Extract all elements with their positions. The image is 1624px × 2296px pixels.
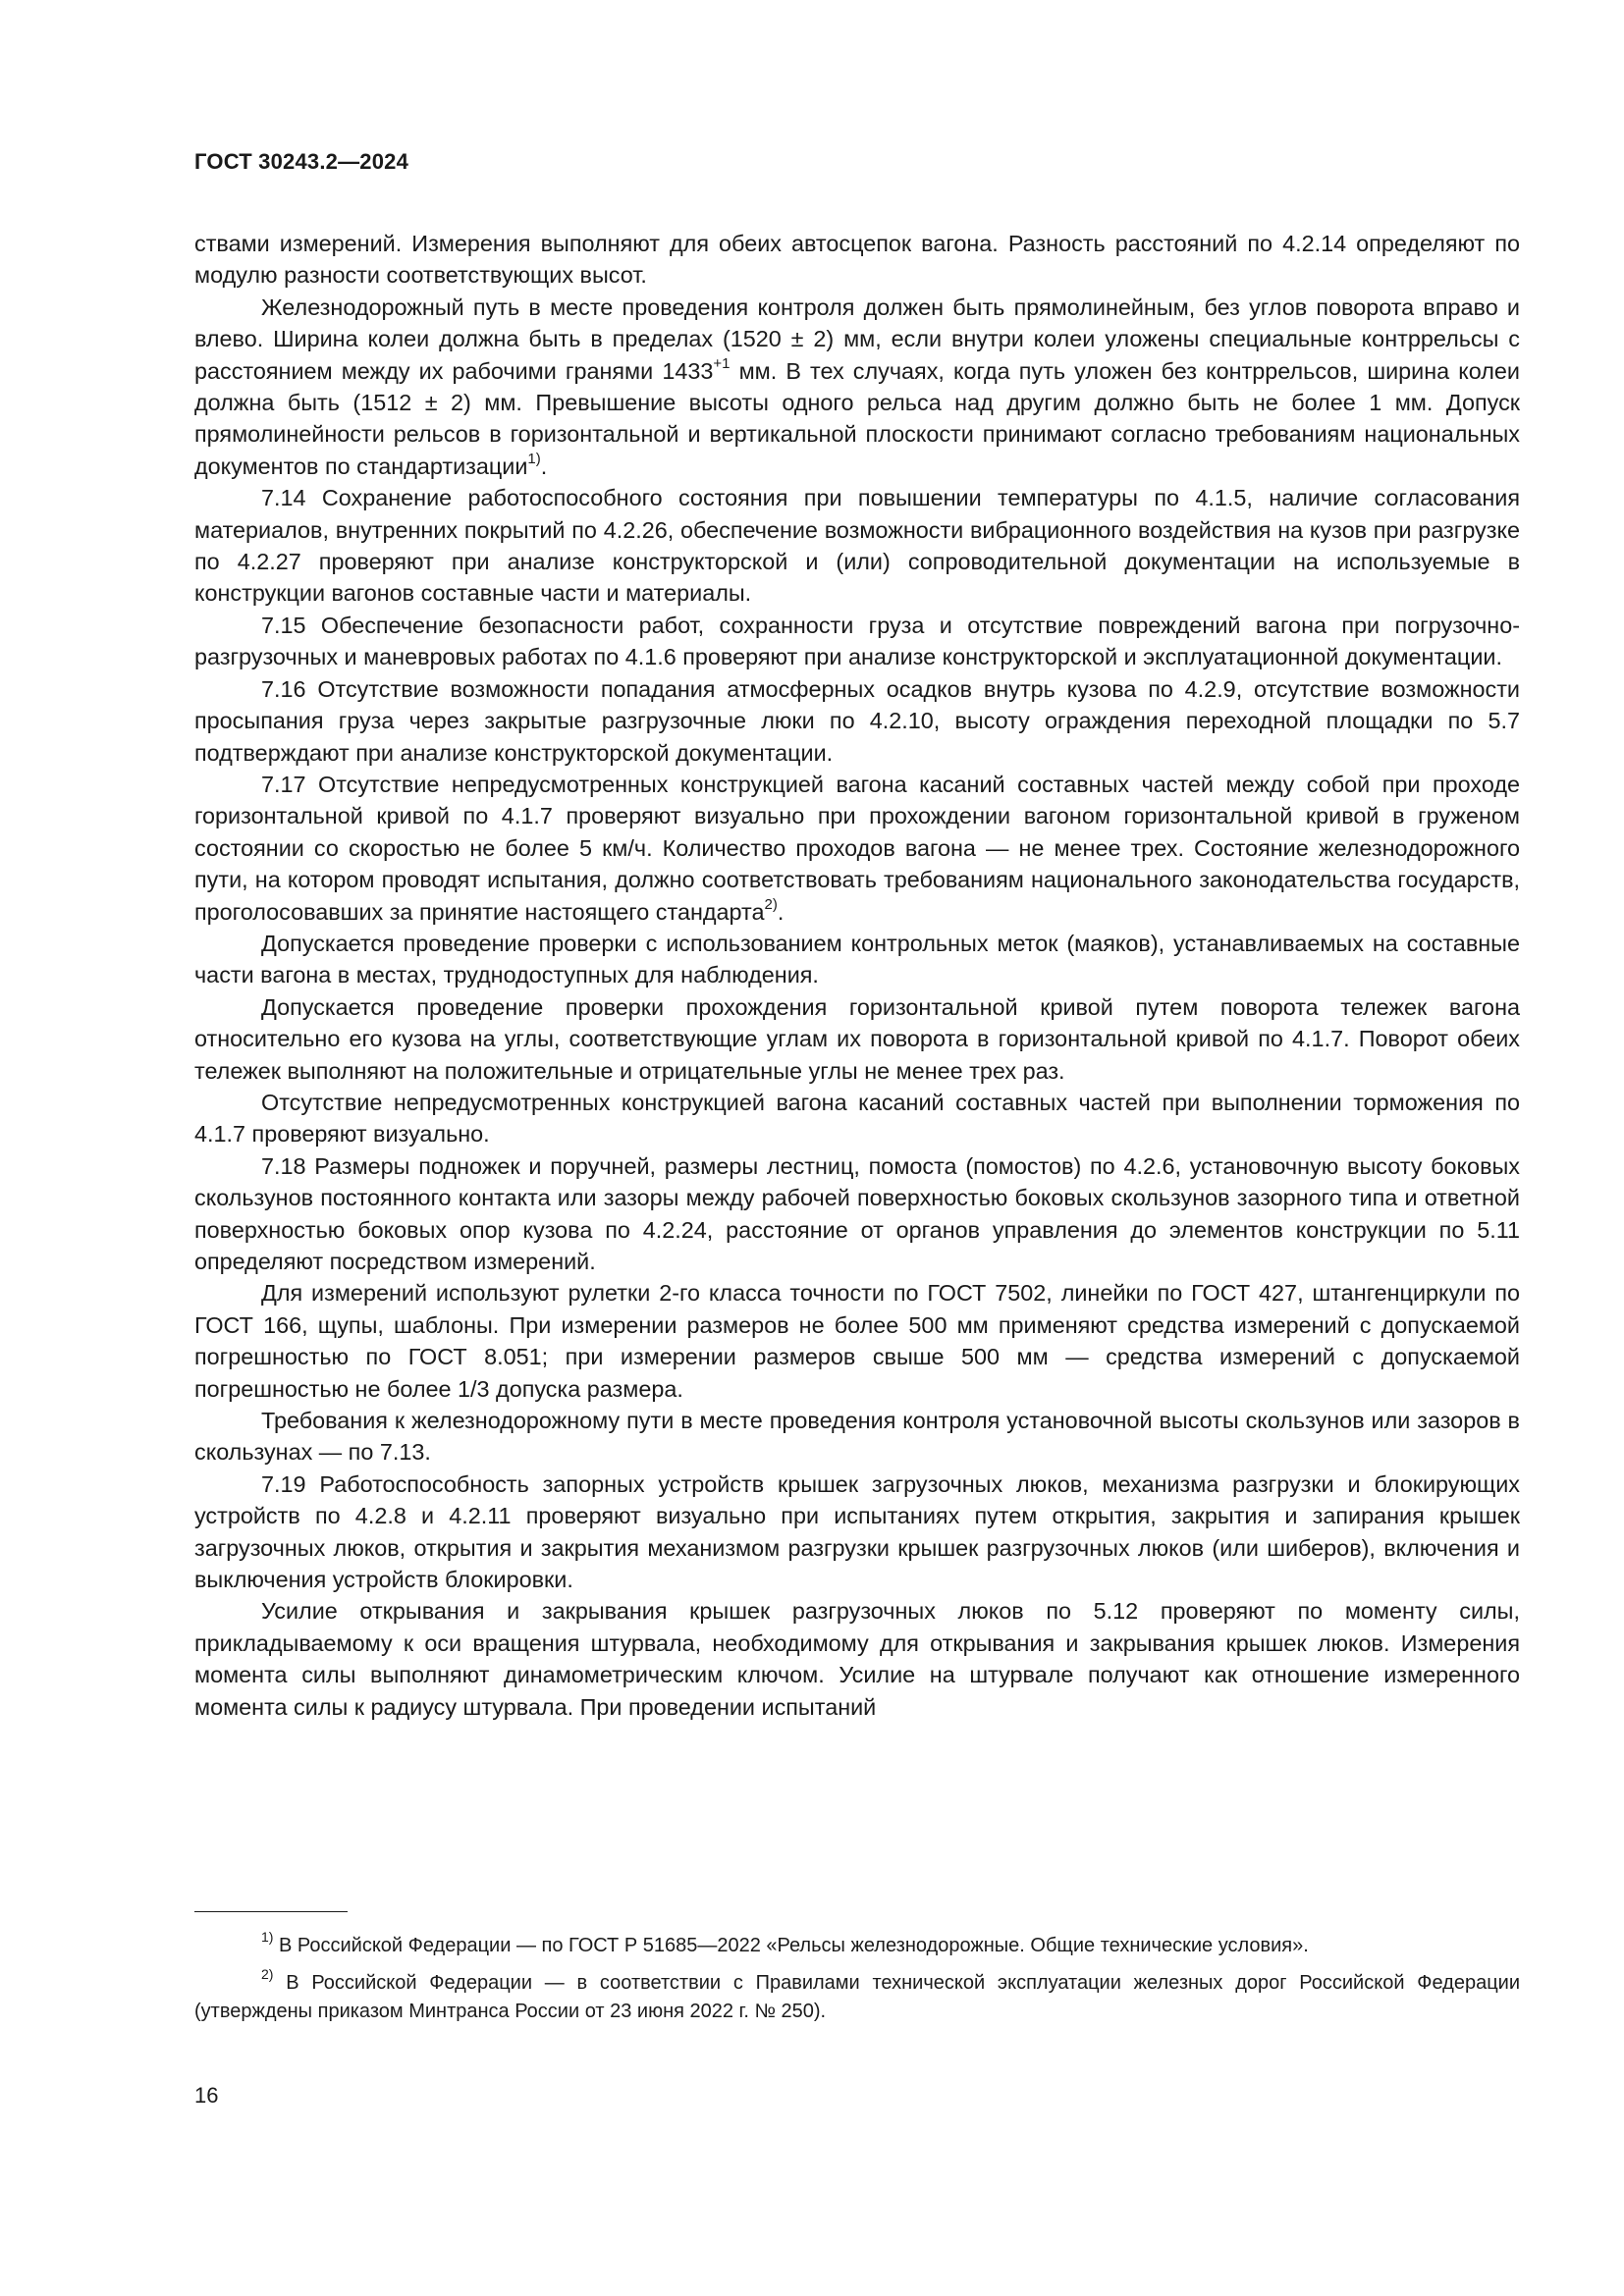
footnote-divider — [194, 1911, 348, 1912]
footnote-ref-2: 2) — [764, 895, 778, 913]
paragraph-7-16: 7.16 Отсутствие возможности попадания атмосферных осадков внутрь кузова по 4.2.9, отсутствие возможности просыпания груза через закрытые разгрузочные люки по 4.2.10, высоту ограждения переходной площадки по 5.7 подтверждают при анализе конструкторской документации. — [194, 675, 1520, 766]
paragraph-markers: Допускается проведение проверки с использованием контрольных меток (маяков), устанавливаемых на составные части вагона в местах, труднодоступных для наблюдения. — [194, 930, 1520, 988]
paragraph-railway-track: Железнодорожный путь в месте проведения контроля должен быть прямолинейным, без углов поворота вправо и влево. Ширина колеи должна быть в пределах (1520 ± 2) мм, если внутри колеи уложены специальные контррельсы с расстоянием между их рабочими гранями $1433^{+1}$ мм. В тех случаях, когда путь уложен без контррельсов, ширина колеи должна быть (1512 ± 2) мм. Превышение высоты одного рельса над другим должно быть не более 1 мм. Допуск прямолинейности рельсов в горизонтальной и вертикальной плоскости принимают согласно требованиям национальных документов по стандартизации$^{1)}$. — [194, 294, 1520, 479]
paragraph-hatch-force: Усилие открывания и закрывания крышек разгрузочных люков по 5.12 проверяют по моменту силы, прикладываемому к оси вращения штурвала, необходимому для открывания и закрывания крышек люков. Измерения момента силы выполняют динамометрическим ключом. Усилие на штурвале получают как отношение измеренного момента силы к радиусу штурвала. При проведении испытаний — [194, 1598, 1520, 1720]
paragraph-7-14: 7.14 Сохранение работоспособного состояния при повышении температуры по 4.1.5, наличие согласования материалов, внутренних покрытий по 4.2.26, обеспечение возможности вибрационного воздействия на кузов при разгрузке по 4.2.27 проверяют при анализе конструкторской и (или) сопроводительной документации на используемые в конструкции вагонов составные части и материалы. — [194, 485, 1520, 607]
paragraph-braking: Отсутствие непредусмотренных конструкцией вагона касаний составных частей при выполнении торможения по 4.1.7 проверяют визуально. — [194, 1089, 1520, 1148]
page-number: 16 — [194, 2083, 219, 2108]
body-text — [194, 228, 1520, 1723]
paragraph-continuation: ствами измерений. Измерения выполняют для обеих автосцепок вагона. Разность расстояний по 4.2.14 определяют по модулю разности соответствующих высот. — [194, 231, 1520, 289]
footnote-2: $^{2)}$ В Российской Федерации — в соответствии с Правилами технической эксплуатации железных дорог Российской Федерации (утверждены приказом Минтранса России от 23 июня 2022 г. № 250). — [194, 1966, 1520, 2022]
paragraph-track-requirements: Требования к железнодорожному пути в месте проведения контроля установочной высоты скользунов или зазоров в скользунах — по 7.13. — [194, 1408, 1520, 1466]
paragraph-7-17: 7.17 Отсутствие непредусмотренных конструкцией вагона касаний составных частей между собой при проходе горизонтальной кривой по 4.1.7 проверяют визуально при прохождении вагоном горизонтальной кривой в груженом состоянии со скоростью не более 5 км/ч. Количество проходов вагона — не менее трех. Состояние железнодорожного пути, на котором проводят испытания, должно соответствовать требованиям национального законодательства государств, проголосовавших за принятие настоящего стандарта$^{2)}$. — [194, 771, 1520, 925]
paragraph-measuring-tools: Для измерений используют рулетки 2-го класса точности по ГОСТ 7502, линейки по ГОСТ 427, штангенциркули по ГОСТ 166, щупы, шаблоны. При измерении размеров не более 500 мм применяют средства измерений с допускаемой погрешностью по ГОСТ 8.051; при измерении размеров свыше 500 мм — средства измерений с допускаемой погрешностью не более 1/3 допуска размера. — [194, 1280, 1520, 1402]
paragraph-7-15: 7.15 Обеспечение безопасности работ, сохранности груза и отсутствие повреждений вагона при погрузочно-разгрузочных и маневровых работах по 4.1.6 проверяют при анализе конструкторской и эксплуатационной документации. — [194, 612, 1520, 670]
footnote-mark-1: 1) — [261, 1929, 274, 1946]
document-header: ГОСТ 30243.2—2024 — [194, 149, 409, 174]
footnote-ref-1: 1) — [527, 451, 541, 468]
footnotes — [194, 1929, 1520, 2035]
paragraph-7-19: 7.19 Работоспособность запорных устройств крышек загрузочных люков, механизма разгрузки и блокирующих устройств по 4.2.8 и 4.2.11 проверяют визуально при испытаниях путем открытия, закрытия и запирания крышек загрузочных люков, открытия и закрытия механизмом разгрузки крышек разгрузочных люков (или шиберов), включения и выключения устройств блокировки. — [194, 1470, 1520, 1593]
footnote-mark-2: 2) — [261, 1966, 274, 1983]
footnote-1: $^{1)}$ В Российской Федерации — по ГОСТ Р 51685—2022 «Рельсы железнодорожные. Общие технические условия». — [261, 1929, 1309, 1956]
paragraph-7-18: 7.18 Размеры подножек и поручней, размеры лестниц, помоста (помостов) по 4.2.6, установочную высоту боковых скользунов постоянного контакта или зазоры между рабочей поверхностью боковых скользунов зазорного типа и ответной поверхностью боковых опор кузова по 4.2.24, расстояние от органов управления до элементов конструкции по 5.11 определяют посредством измерений. — [194, 1152, 1520, 1274]
paragraph-bogie-rotation: Допускается проведение проверки прохождения горизонтальной кривой путем поворота тележек вагона относительно его кузова на углы, соответствующие углам их поворота в горизонтальной кривой по 4.1.7. Поворот обеих тележек выполняют на положительные и отрицательные углы не менее трех раз. — [194, 993, 1520, 1084]
superscript-tolerance: +1 — [713, 354, 731, 372]
